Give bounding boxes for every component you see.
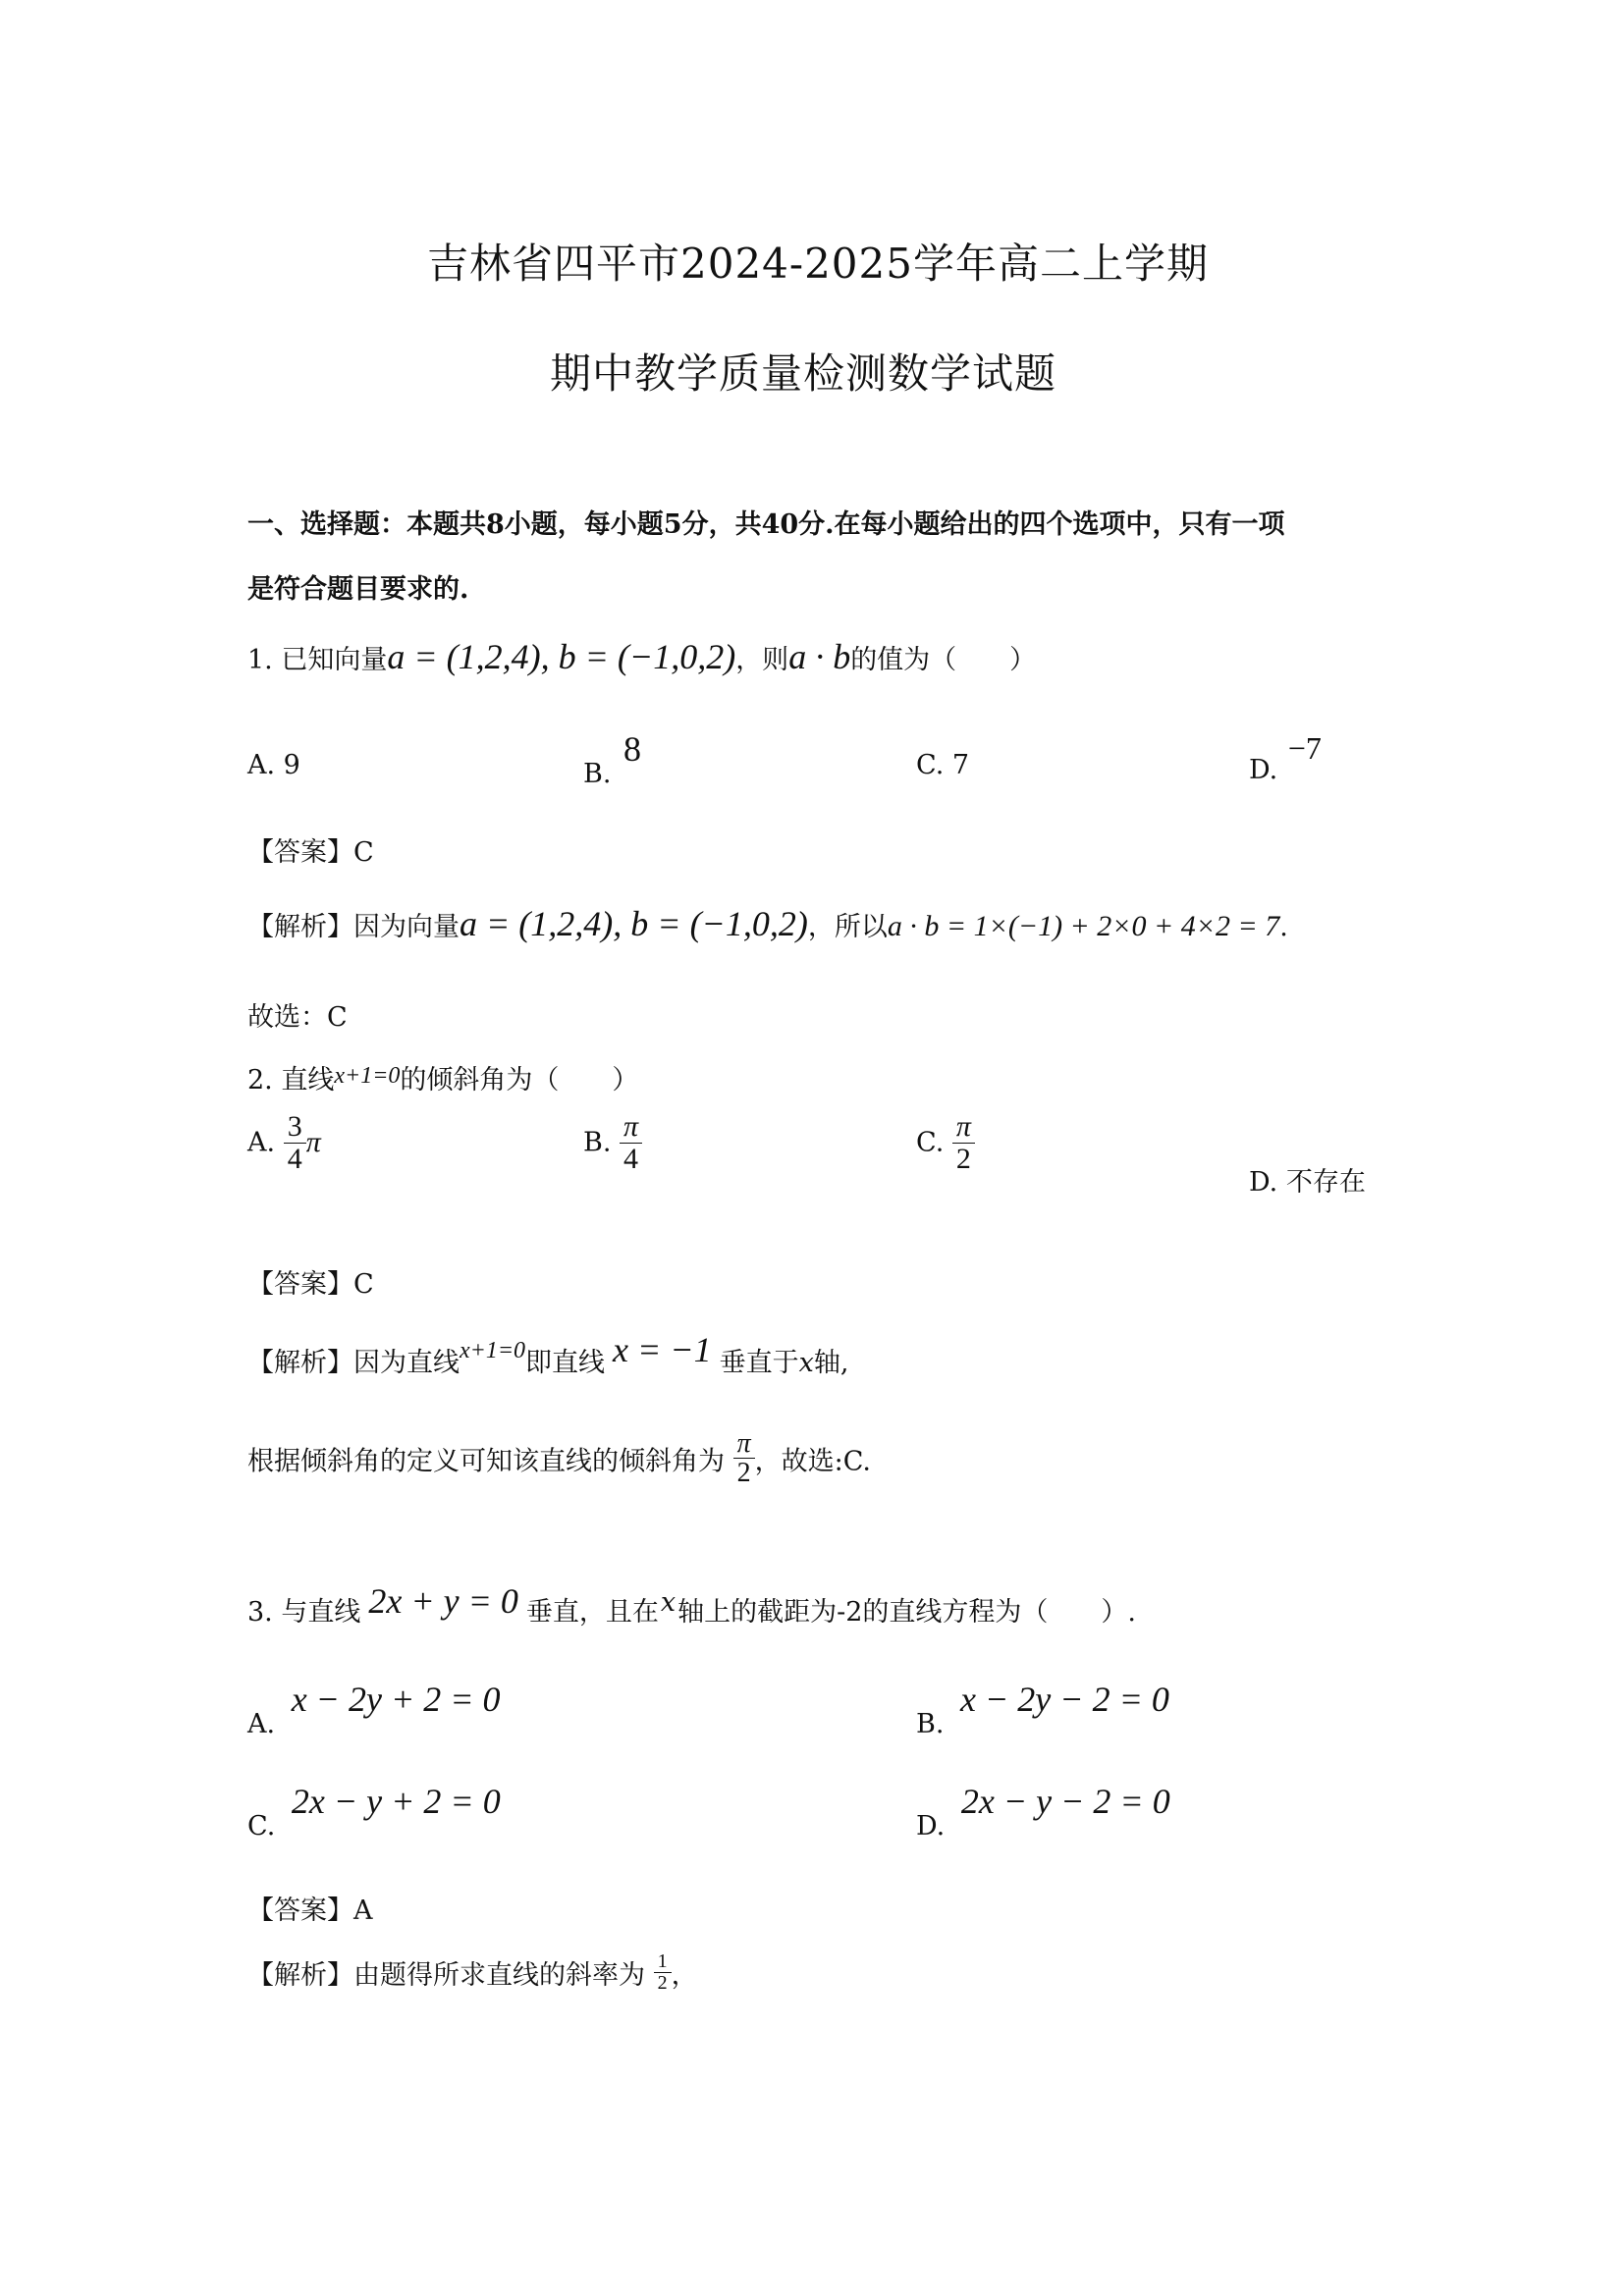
- q3-option-b-formula: x − 2y − 2 = 0: [960, 1680, 1169, 1719]
- question-3: [247, 1581, 1137, 1629]
- q1-option-b-label: B.: [583, 759, 612, 789]
- q1-option-a: A. 9: [247, 750, 300, 780]
- question-3-formula: 2x + y = 0: [368, 1581, 518, 1621]
- q1-option-b-value: 8: [623, 729, 642, 769]
- q1-analysis-formula: a = (1,2,4), b = (−1,0,2): [460, 904, 808, 943]
- q2-option-a-label: A.: [247, 1127, 276, 1158]
- doc-title-line2: 期中教学质量检测数学试题: [550, 349, 1057, 398]
- q2-option-c-label: C.: [916, 1127, 945, 1158]
- q3-option-a-formula: x − 2y + 2 = 0: [291, 1680, 501, 1719]
- question-1-prefix: 1. 已知向量: [247, 645, 388, 675]
- q2-option-b-numerator: π: [620, 1111, 642, 1144]
- question-3-x: x: [660, 1587, 677, 1618]
- question-1-mid: ，则: [735, 645, 789, 675]
- section-header-line2: 是符合题目要求的.: [247, 574, 469, 605]
- q3-analysis-denominator: 2: [657, 1972, 668, 1994]
- q2-option-a-denominator: 4: [287, 1142, 302, 1175]
- q2-analysis-formula: x+1=0: [460, 1338, 526, 1363]
- q2-option-a-fraction: [284, 1111, 306, 1174]
- question-3-mid: 垂直，且在: [525, 1597, 659, 1628]
- question-2: [247, 1058, 638, 1096]
- q2-option-d: D. 不存在: [1249, 1167, 1366, 1198]
- q1-option-d-label: D.: [1249, 755, 1278, 785]
- q2-analysis: [247, 1330, 849, 1380]
- q2-option-a: [247, 1111, 321, 1174]
- q2-option-c-numerator: π: [952, 1111, 975, 1144]
- q2-option-b-denominator: 4: [623, 1142, 639, 1175]
- q3-option-b: [916, 1679, 1169, 1739]
- question-2-formula: x+1=0: [334, 1063, 401, 1089]
- q2-option-c: [916, 1111, 975, 1174]
- q3-option-d: [916, 1781, 1170, 1842]
- q2-analysis-line2-suffix: ，故选:C.: [754, 1446, 872, 1477]
- q2-analysis-x: x: [798, 1348, 814, 1378]
- question-1: [247, 636, 1036, 677]
- question-3-suffix: 轴上的截距为-2的直线方程为（ ）.: [677, 1597, 1137, 1628]
- q2-analysis-mid2: 垂直于: [719, 1348, 799, 1378]
- q2-option-c-denominator: 2: [955, 1142, 971, 1175]
- q2-option-c-fraction: [952, 1111, 975, 1174]
- q3-analysis-numerator: 1: [654, 1951, 672, 1973]
- q1-option-b: [583, 729, 642, 791]
- q1-analysis-end: .: [1279, 912, 1288, 942]
- q3-option-a: [247, 1679, 501, 1739]
- q3-option-b-label: B.: [916, 1709, 945, 1739]
- q1-answer: 【答案】C: [247, 837, 374, 868]
- q2-answer: 【答案】C: [247, 1269, 374, 1300]
- q1-analysis: [247, 903, 1288, 944]
- q3-option-c: [247, 1781, 501, 1842]
- q3-analysis-end: ，: [671, 1960, 698, 1991]
- q2-option-b-fraction: [620, 1111, 642, 1174]
- q2-analysis-end: 轴,: [813, 1348, 849, 1378]
- q1-conclusion: 故选：C: [247, 1002, 348, 1033]
- q2-analysis-prefix: 【解析】因为直线: [247, 1348, 460, 1378]
- q1-analysis-prefix: 【解析】因为向量: [247, 912, 460, 942]
- q2-analysis-mid: 即直线: [525, 1348, 606, 1378]
- q3-option-d-label: D.: [916, 1811, 946, 1842]
- q1-option-d-value: −7: [1287, 730, 1322, 766]
- q3-option-c-formula: 2x − y + 2 = 0: [291, 1782, 501, 1821]
- q2-option-a-pi: π: [305, 1126, 321, 1158]
- question-2-prefix: 2. 直线: [247, 1065, 335, 1095]
- q3-option-c-label: C.: [247, 1811, 276, 1842]
- q2-analysis-formula2: x = −1: [613, 1330, 712, 1369]
- q1-analysis-mid: ，所以: [807, 912, 888, 942]
- question-1-formula: a = (1,2,4), b = (−1,0,2): [387, 637, 736, 676]
- q2-option-b: [583, 1111, 642, 1174]
- q3-analysis-prefix: 【解析】由题得所求直线的斜率为: [247, 1960, 645, 1991]
- q3-analysis-fraction: [654, 1951, 672, 1994]
- q2-analysis-line2-fraction: [733, 1429, 755, 1488]
- q1-option-d: [1249, 730, 1322, 786]
- q3-answer: 【答案】A: [247, 1896, 373, 1926]
- q1-analysis-calc: a · b = 1×(−1) + 2×0 + 4×2 = 7: [887, 910, 1280, 942]
- q1-option-c: C. 7: [916, 750, 970, 780]
- question-1-suffix: 的值为（ ）: [850, 645, 1037, 675]
- q3-option-a-label: A.: [247, 1709, 276, 1739]
- doc-title-line1: 吉林省四平市2024-2025学年高二上学期: [427, 240, 1209, 288]
- section-header-line1: 一、选择题：本题共8小题，每小题5分，共40分.在每小题给出的四个选项中，只有一项: [247, 509, 1285, 540]
- question-3-prefix: 3. 与直线: [247, 1597, 361, 1628]
- q3-analysis: [247, 1951, 698, 1994]
- question-2-suffix: 的倾斜角为（ ）: [400, 1065, 639, 1095]
- q3-option-d-formula: 2x − y − 2 = 0: [960, 1782, 1170, 1821]
- q2-analysis-line2: [247, 1429, 871, 1488]
- q2-analysis-line2-prefix: 根据倾斜角的定义可知该直线的倾斜角为: [247, 1446, 725, 1477]
- q2-option-a-numerator: 3: [284, 1111, 306, 1144]
- question-1-formula2: a · b: [788, 637, 851, 676]
- q2-analysis-line2-numerator: π: [733, 1429, 755, 1459]
- q2-analysis-line2-denominator: 2: [736, 1458, 751, 1489]
- q2-option-b-label: B.: [583, 1127, 612, 1158]
